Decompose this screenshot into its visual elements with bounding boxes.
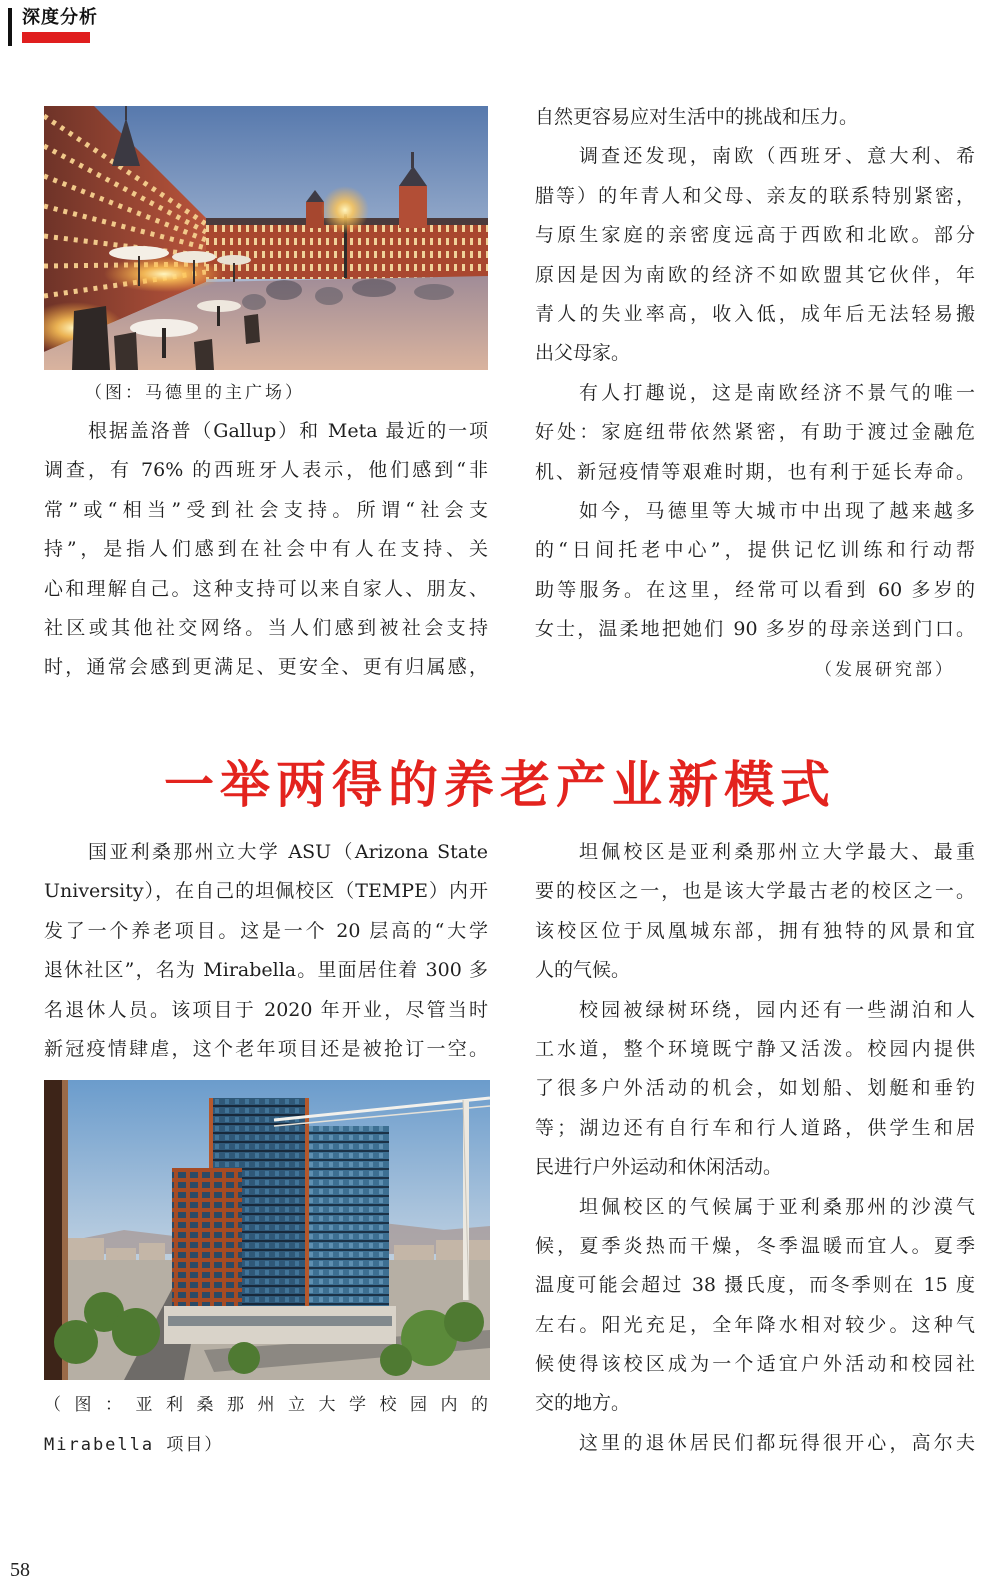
body-text-line: 自然更容易应对生活中的挑战和压力。 bbox=[535, 106, 859, 128]
article1-left-column bbox=[44, 412, 488, 688]
body-text-line: 持”，是指人们感到在社会中有人在支持、关 bbox=[44, 538, 488, 561]
body-text-line: 心和理解自己。这种支持可以来自家人、朋友、 bbox=[44, 577, 488, 600]
body-text-line: 要的校区之一，也是该大学最古老的校区之一。 bbox=[535, 880, 975, 903]
article1-right-column bbox=[535, 98, 975, 649]
body-text-line: University），在自己的坦佩校区（TEMPE）内开 bbox=[44, 880, 488, 903]
body-text-line: 候使得该校区成为一个适宜户外活动和校园社 bbox=[535, 1353, 975, 1376]
body-text-line: 左右。阳光充足，全年降水相对较少。这种气 bbox=[535, 1313, 975, 1336]
mirabella-photo-caption-line2: Mirabella 项目） bbox=[44, 1435, 224, 1455]
article1-byline: （发展研究部） bbox=[815, 660, 955, 680]
body-text-line: 发了一个养老项目。这是一个 20 层高的“大学 bbox=[44, 919, 488, 942]
section-label-underline bbox=[22, 32, 90, 43]
body-text-line: 原因是因为南欧的经济不如欧盟其它伙伴，年 bbox=[535, 263, 975, 286]
body-text-line: 民进行户外运动和休闲活动。 bbox=[535, 1156, 783, 1179]
madrid-plaza-photo bbox=[44, 106, 488, 370]
body-text-line: 的“日间托老中心”，提供记忆训练和行动帮 bbox=[535, 539, 975, 562]
body-text-line: 常”或“相当”受到社会支持。所谓“社会支 bbox=[44, 498, 488, 521]
body-text-line: 女士，温柔地把她们 90 多岁的母亲送到门口。 bbox=[535, 618, 975, 641]
body-text-line: 该校区位于凤凰城东部，拥有独特的风景和宜 bbox=[535, 919, 975, 942]
body-text-line: 退休社区”，名为 Mirabella。里面居住着 300 多 bbox=[44, 959, 488, 982]
body-text-line: 名退休人员。该项目于 2020 年开业，尽管当时 bbox=[44, 998, 488, 1021]
body-text-line: 坦佩校区是亚利桑那州立大学最大、最重 bbox=[579, 841, 975, 863]
body-text-line: 与原生家庭的亲密度远高于西欧和北欧。部分 bbox=[535, 224, 975, 247]
body-text-line: 新冠疫情肆虐，这个老年项目还是被抢订一空。 bbox=[44, 1037, 488, 1060]
mirabella-building-illustration bbox=[44, 1080, 490, 1380]
body-text-line: 坦佩校区的气候属于亚利桑那州的沙漠气 bbox=[579, 1195, 975, 1218]
body-text-line: 助等服务。在这里，经常可以看到 60 多岁的 bbox=[535, 578, 975, 601]
body-text-line: 青人的失业率高，收入低，成年后无法轻易搬 bbox=[535, 302, 975, 325]
body-text-line: 了很多户外活动的机会，如划船、划艇和垂钓 bbox=[535, 1077, 975, 1100]
madrid-photo-caption: （图：马德里的主广场） bbox=[85, 383, 305, 403]
article2-left-column bbox=[44, 833, 488, 1069]
body-text-line: 有人打趣说，这是南欧经济不景气的唯一 bbox=[579, 381, 975, 404]
body-text-line: 温度可能会超过 38 摄氏度，而冬季则在 15 度 bbox=[535, 1274, 975, 1297]
body-text-line: 出父母家。 bbox=[535, 342, 631, 365]
body-text-line: 社区或其他社交网络。当人们感到被社会支持 bbox=[44, 616, 488, 639]
article2-title: 一举两得的养老产业新模式 bbox=[164, 755, 836, 814]
body-text-line: 等；湖边还有自行车和行人道路，供学生和居 bbox=[535, 1116, 975, 1139]
section-label: 深度分析 bbox=[22, 7, 98, 28]
body-text-line: 调查，有 76% 的西班牙人表示，他们感到“非 bbox=[44, 459, 488, 482]
section-marker-bar bbox=[8, 8, 12, 46]
page-number: 58 bbox=[10, 1559, 30, 1581]
body-text-line: 人的气候。 bbox=[535, 959, 631, 982]
body-text-line: 交的地方。 bbox=[535, 1392, 631, 1415]
body-text-line: 机、新冠疫情等艰难时期，也有利于延长寿命。 bbox=[535, 460, 975, 483]
body-text-line: 校园被绿树环绕，园内还有一些湖泊和人 bbox=[579, 998, 975, 1021]
article2-right-column bbox=[535, 833, 975, 1463]
body-text-line: 调查还发现，南欧（西班牙、意大利、希 bbox=[579, 145, 975, 168]
body-text-line: 时，通常会感到更满足、更安全、更有归属感， bbox=[44, 656, 488, 679]
madrid-plaza-illustration bbox=[44, 106, 488, 370]
body-text-line: 国亚利桑那州立大学 ASU（Arizona State bbox=[88, 841, 488, 863]
body-text-line: 腊等）的年青人和父母、亲友的联系特别紧密， bbox=[535, 184, 975, 207]
body-text-line: 如今，马德里等大城市中出现了越来越多 bbox=[579, 499, 975, 522]
body-text-line: 工水道，整个环境既宁静又活泼。校园内提供 bbox=[535, 1037, 975, 1060]
body-text-line: 好处：家庭纽带依然紧密，有助于渡过金融危 bbox=[535, 421, 975, 444]
mirabella-photo-caption-line1: （图：亚利桑那州立大学校园内的 bbox=[44, 1395, 488, 1415]
body-text-line: 根据盖洛普（Gallup）和 Meta 最近的一项 bbox=[88, 420, 488, 442]
mirabella-building-photo bbox=[44, 1080, 490, 1380]
body-text-line: 候，夏季炎热而干燥，冬季温暖而宜人。夏季 bbox=[535, 1234, 975, 1257]
body-text-line: 这里的退休居民们都玩得很开心，高尔夫 bbox=[579, 1431, 975, 1454]
